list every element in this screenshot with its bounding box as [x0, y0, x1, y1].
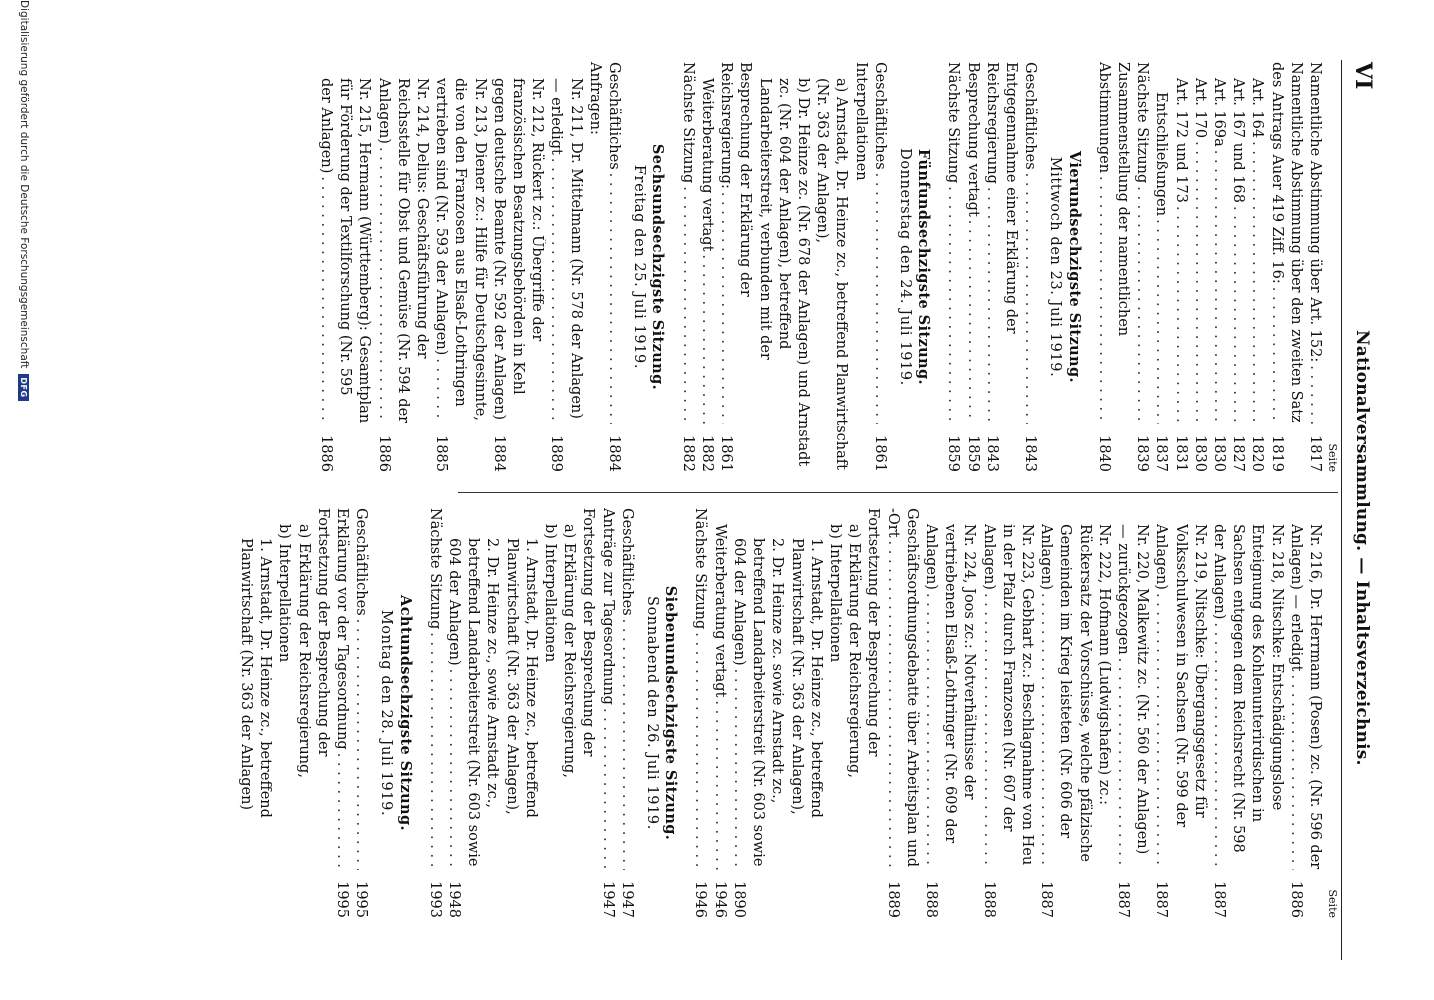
toc-subentry: 1. Arnstadt, Dr. Heinze zc., betreffend Planwirtschaft (Nr. 363 der Anlagen), [503, 538, 539, 818]
toc-entry: Nr. 218, Nitschke: Entschädigungslose Enteignung des Kohlenunterirdischen in Sachsen entgegen dem Reichsrecht (Nr. 598 der Anlagen) . . . 1887 [1209, 508, 1286, 918]
session-date: Montag den 28. Juli 1919. [378, 609, 395, 817]
toc-entry: Art. 169a . . . 1830 [1209, 62, 1228, 472]
toc-subentry: a) Erklärung der Reichsregierung, [846, 524, 863, 778]
session-date: Donnerstag den 24. Juli 1919. [896, 148, 913, 386]
toc-entry: Nächste Sitzung . . . 1993 [425, 508, 444, 918]
toc-entry: Nr. 212, Rückert zc.: Übergriffe der französischen Besatzungsbehörden in Kehl gegen deutsche Beamte (Nr. 592 der Anlagen) . . . 1884 [489, 62, 547, 472]
seite-label: Seite [1326, 889, 1339, 918]
toc-subentry: b) Interpellationen [542, 524, 559, 663]
toc-entry: Nächste Sitzung . . . 1839 [1132, 62, 1151, 472]
toc-entry: Art. 167 und 168 . . . 1827 [1228, 62, 1247, 472]
toc-subentry: a) Erklärung der Reichsregierung, [561, 524, 578, 778]
toc-entry: Geschäftliches . . . 1843 [1020, 62, 1039, 472]
session-title: Achtundsechzigste Sitzung. [396, 595, 414, 831]
toc-subentry: b) Interpellationen [276, 524, 293, 663]
left-column [316, 62, 1338, 472]
toc-entry: Besprechung der Erklärung der Reichsregierung: . . . 1861 [716, 62, 754, 472]
session-date: Sonnabend den 26. Juli 1919. [644, 596, 661, 830]
session-date: Mittwoch den 23. Juli 1919. [1047, 156, 1064, 378]
toc-entry: Nr. 223, Gebhart zc.: Beschlagnahme von Heu in der Pfalz durch Franzosen (Nr. 607 der Anlagen) . . . 1888 [978, 508, 1036, 918]
header-rule [1341, 60, 1342, 960]
dfg-logo: DFG [19, 374, 30, 400]
toc-subentry: b) Interpellationen [826, 524, 843, 663]
toc-entry: Nr. 214, Delius: Geschäftsführung der Reichsstelle für Obst und Gemüse (Nr. 594 der Anlagen) . . . 1886 [373, 62, 431, 472]
toc-heading: Interpellationen [852, 62, 869, 181]
page-number: VI [1350, 62, 1376, 90]
seite-label: Seite [1326, 443, 1339, 472]
toc-entry: Erklärung vor der Tagesordnung . . . 1995 [332, 508, 351, 918]
toc-subentry: b) Dr. Heinze zc. (Nr. 678 der Anlagen) und Arnstadt zc. (Nr. 604 der Anlagen), betreffend Landarbeiterstreit, verbunden mit der [756, 78, 811, 467]
toc-subentry: a) Erklärung der Reichsregierung, [295, 524, 312, 778]
toc-entry: Zusammenstellung der namentlichen Abstimmungen . . . 1840 [1094, 62, 1132, 472]
credit-text: Digitalisierung gefördert durch die Deutsche Forschungsgemeinschaft [18, 0, 30, 369]
toc-entry: Anträge zur Tagesordnung . . . 1947 [597, 508, 616, 918]
toc-heading: Fortsetzung der Besprechung der [580, 508, 597, 757]
toc-subentry: a) Arnstadt, Dr. Heinze zc., betreffend Planwirtschaft (Nr. 363 der Anlagen), [814, 78, 850, 470]
toc-entry: 2. Dr. Heinze zc., sowie Arnstadt zc., betreffend Landarbeiterstreit (Nr. 603 sowie 604 der Anlagen) . . . 1948 [444, 508, 502, 918]
page-header-title: Nationalversammlung. — Inhaltsverzeichnis. [1352, 330, 1372, 766]
toc-entry: Geschäftliches . . . 1995 [351, 508, 370, 918]
toc-entry: Weiterberatung vertagt . . . 1882 [697, 62, 716, 472]
toc-heading: Fortsetzung der Besprechung der [865, 508, 882, 757]
toc-entry: Entschließungen . . . 1837 [1151, 62, 1170, 472]
toc-subentry: 1. Arnstadt, Dr. Heinze zc., betreffend Planwirtschaft (Nr. 363 der Anlagen), [788, 538, 824, 818]
toc-entry: Nr. 216, Dr. Herrmann (Posen) zc. (Nr. 596 der Anlagen) — erledigt . . . 1886 [1286, 508, 1324, 918]
toc-entry: Geschäftliches . . . 1884 [604, 62, 623, 472]
toc-entry: Geschäftsordnungsdebatte über Arbeitsplan und -Ort . . . 1889 [882, 508, 920, 918]
toc-entry: Entgegennahme einer Erklärung der Reichsregierung . . . 1843 [982, 62, 1020, 472]
toc-entry: Geschäftliches . . . 1947 [617, 508, 636, 918]
toc-heading: Anfragen: [586, 62, 603, 135]
toc-entry: Nr. 224, Joos zc.: Notverhältnisse der vertriebenen Elsaß-Lothringer (Nr. 609 der Anlagen) . . . 1888 [921, 508, 979, 918]
toc-entry: Nr. 220, Malkewitz zc. (Nr. 560 der Anlagen) — zurückgezogen . . . 1887 [1113, 508, 1151, 918]
toc-entry: Nr. 219, Nitschke: Übergangsgesetz für Volksschulwesen in Sachsen (Nr. 599 der Anlagen) . . . 1887 [1151, 508, 1209, 918]
toc-entry: 2. Dr. Heinze zc. sowie Arnstadt zc., betreffend Landarbeiterstreit (Nr. 603 sowie 604 der Anlagen) . . . 1890 [729, 508, 787, 918]
toc-entry: Nr. 222, Hofmann (Ludwigshafen) zc.: Rückersatz der Vorschüsse, welche pfälzische Gemeinden im Krieg leisteten (Nr. 606 der Anlagen) . . . 1887 [1036, 508, 1113, 918]
toc-heading: Fortsetzung der Besprechung der [314, 508, 331, 757]
toc-entry: Nr. 215, Hermann (Württemberg): Gesamtplan für Förderung der Textilforschung (Nr. 595 der Anlagen) . . . 1886 [316, 62, 374, 472]
toc-entry: Nächste Sitzung . . . 1882 [678, 62, 697, 472]
toc-entry: Namentliche Abstimmung über Art. 152: . . . 1817 [1305, 62, 1324, 472]
session-title: Sechsundsechzigste Sitzung. [649, 143, 667, 391]
toc-entry: Nächste Sitzung . . . 1859 [943, 62, 962, 472]
session-title: Siebenundsechzigste Sitzung. [662, 585, 680, 841]
toc-entry: Namentliche Abstimmung über den zweiten Satz des Antrags Auer 419 Ziff. 16: . . . 1819 [1266, 62, 1304, 472]
digitization-credit [18, 0, 30, 1000]
session-title: Fünfundsechzigste Sitzung. [915, 149, 933, 385]
toc-entry: Nächste Sitzung . . . 1946 [690, 508, 709, 918]
session-date: Freitag den 25. Juli 1919. [631, 164, 648, 370]
toc-entry: Art. 164 . . . 1820 [1247, 62, 1266, 472]
session-title: Vierundsechzigste Sitzung. [1065, 151, 1083, 383]
toc-entry: Art. 172 und 173 . . . 1831 [1170, 62, 1189, 472]
toc-entry: Besprechung vertagt . . . 1859 [962, 62, 981, 472]
toc-entry: Art. 170 . . . 1830 [1190, 62, 1209, 472]
toc-entry: Geschäftliches . . . 1861 [870, 62, 889, 472]
right-column [236, 508, 1338, 918]
toc-entry: Nr. 211, Dr. Mittelmann (Nr. 578 der Anlagen) — erledigt . . . 1889 [546, 62, 584, 472]
toc-entry: Weiterberatung vertagt . . . 1946 [710, 508, 729, 918]
toc-subentry: 1. Arnstadt, Dr. Heinze zc., betreffend Planwirtschaft (Nr. 363 der Anlagen) [238, 538, 274, 818]
toc-entry: Nr. 213, Diener zc.: Hilfe für Deutschgesinnte, die von den Franzosen aus Elsaß-Lothringen vertrieben sind (Nr. 593 der Anlagen) . . . 1885 [431, 62, 489, 472]
column-divider [458, 492, 1338, 493]
